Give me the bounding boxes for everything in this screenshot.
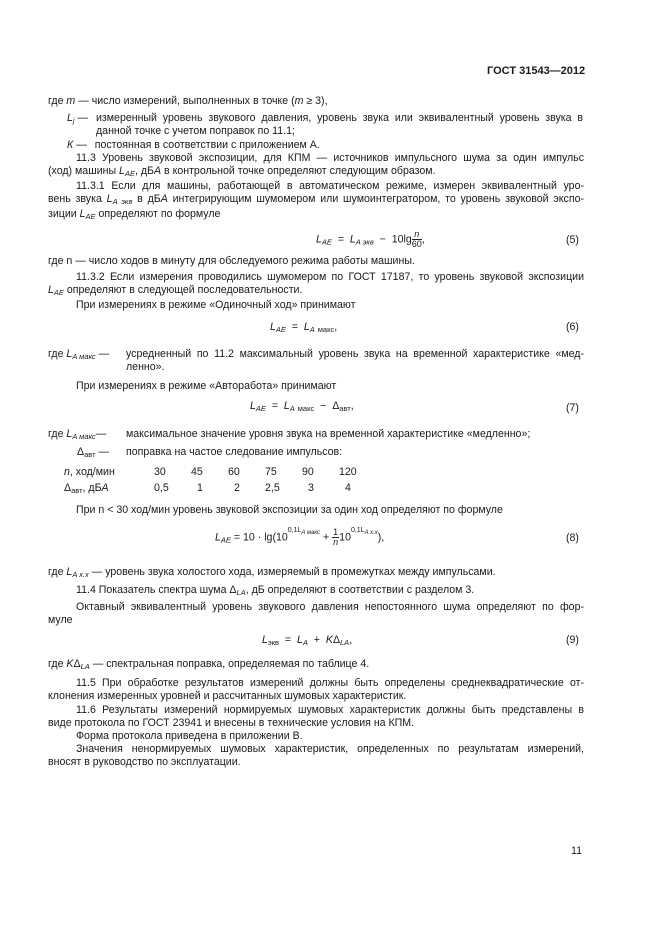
paragraph-line: $L_{AE}$ определяют в следующей последовательности. [48, 284, 303, 297]
section-11-3 [48, 152, 584, 180]
correction-table [64, 464, 357, 496]
symbol-k: К [67, 139, 74, 151]
page-number: 11 [571, 845, 582, 857]
lj-symbol [67, 112, 88, 125]
definition-line: измеренный уровень звукового давления, уровень звука или эквивалентный уровень звука в [96, 112, 583, 124]
where-word: где [48, 95, 64, 107]
where-lamax: где $L_{A макс}$ — [48, 348, 110, 361]
table-cell: 1 [197, 482, 203, 494]
paragraph-line: Значения ненормируемых шумовых характеристик, определенных по результатам измерений, [76, 743, 584, 755]
where-m [48, 95, 328, 107]
where-kdelta: где $K\Delta_{LA}$ — спектральная поправка, определяемая по таблице 4. [48, 658, 370, 671]
equation-number: (5) [566, 234, 579, 246]
dash: — [76, 139, 87, 151]
equation-number: (9) [566, 634, 579, 646]
delta-avt-symbol: $\Delta_{авт}$ — [77, 446, 110, 459]
paragraph-line: вносят в руководство по эксплуатации. [48, 756, 241, 768]
document-code: ГОСТ 31543—2012 [487, 65, 586, 77]
dash: — [78, 95, 89, 107]
lamax-definition-2: максимальное значение уровня звука на временной характеристике «медленно»; [126, 428, 531, 440]
where-lamax-2: где $L_{A макс}—$ [48, 428, 107, 441]
section-11-4 [48, 584, 584, 627]
section-11-3-1 [48, 180, 584, 223]
table-cell: 4 [345, 482, 351, 494]
table-row-label: $\Delta_{авт}$, дБА [64, 481, 109, 495]
definition-line: данной точке с учетом поправок по 11.1; [96, 125, 295, 137]
lamax-definition [126, 348, 584, 374]
table-cell: 0,5 [154, 482, 169, 494]
condition-text: ≥ 3), [303, 95, 328, 107]
paragraph-line: 11.3.2 Если измерения проводились шумомером по ГОСТ 17187, то уровень звуковой экспозиции [76, 271, 584, 283]
paragraph-line: При измерениях в режиме «Одиночный ход» принимают [76, 299, 356, 311]
equation-8: $L_{AE} = 10 \cdot \lg(10^{0,1L_{A макс}}$ + $\frac{1}{n}$ $10^{0,1L_{A х.х}}$), [215, 526, 385, 547]
table-row-label: n, ход/мин [64, 466, 115, 478]
table-cell: 2,5 [265, 482, 280, 494]
subscript: j [72, 116, 75, 125]
table-cell: 90 [302, 466, 314, 478]
paragraph-line: 11.5 При обработке результатов измерений должны быть определены среднеквадратические от- [76, 677, 584, 689]
symbol-l: L [67, 112, 73, 124]
n-less-30-text: При n < 30 ход/мин уровень звуковой экспозиции за один ход определяют по формуле [76, 504, 503, 516]
table-cell: 3 [308, 482, 314, 494]
paragraph-line: Форма протокола приведена в приложении В. [76, 730, 303, 742]
equation-number: (8) [566, 532, 579, 544]
dash: — [77, 112, 89, 124]
paragraph-line: 11.3 Уровень звуковой экспозиции, для КПМ — источников импульсного шума за один импульс [76, 152, 584, 164]
paragraph-line: (ход) машины $L_{AE}$, дБА в контрольной точке определяют следующим образом. [48, 165, 436, 178]
equation-9: $L_{экв} = L_A + K\Delta_{LA}$, [262, 634, 353, 647]
delta-avt-definition: поправка на частое следование импульсов: [126, 446, 343, 458]
paragraph-line: клонения измеренных уровней и рассчитанных шумовых характеристик. [48, 690, 407, 702]
equation-5: $L_{AE} = L_{A экв} - 10\lg$ $\frac{n}{60}$ , [316, 229, 425, 249]
equation-number: (6) [566, 321, 579, 333]
symbol-m: m [66, 95, 76, 107]
where-lax: где $L_{A х.х}$ — уровень звука холостого хода, измеряемый в промежутках между импульсами. [48, 566, 496, 579]
paragraph-line: виде протокола по ГОСТ 23941 и внесены в технические условия на КПМ. [48, 717, 415, 729]
equation-6: $L_{AE} = L_A$ $_{макс}$, [270, 321, 338, 334]
table-row [64, 464, 357, 480]
paragraph-line: Октавный эквивалентный уровень звукового давления непостоянного шума определяют по фор- [76, 601, 584, 613]
table-cell: 120 [339, 466, 357, 478]
auto-mode-text: При измерениях в режиме «Авторабота» принимают [76, 380, 337, 392]
section-11-6 [48, 704, 584, 769]
table-row [64, 480, 357, 496]
table-cell: 75 [265, 466, 277, 478]
paragraph-line: вень звука $L_{A экв}$ в дБА интегрирующим шумомером или шумоинтегратором, то уровень звуковой экспо- [48, 193, 584, 206]
paragraph-line: 11.6 Результаты измерений нормируемых шумовых характеристик должны быть представлены в [76, 704, 584, 716]
table-cell: 30 [154, 466, 166, 478]
table-cell: 2 [234, 482, 240, 494]
lj-definition [96, 112, 583, 138]
symbol-m: m [294, 95, 304, 107]
equation-7: $L_{AE} = L_A$ $_{макс} - \Delta_{авт}$, [250, 400, 354, 413]
paragraph-line: зиции $L_{AE}$ определяют по формуле [48, 208, 221, 221]
table-cell: 60 [228, 466, 240, 478]
definition-line: усредненный по 11.2 максимальный уровень звука на временной характеристике «мед- [126, 348, 584, 360]
table-cell: 45 [191, 466, 203, 478]
definition-text: постоянная в соответствии с приложением А. [94, 139, 320, 151]
paragraph-line: 11.3.1 Если для машины, работающей в автоматическом режиме, измерен эквивалентный уро- [76, 180, 584, 192]
section-11-3-2 [48, 271, 584, 312]
equation-number: (7) [566, 402, 579, 414]
definition-line: ленно». [126, 361, 165, 373]
paragraph-line: 11.4 Показатель спектра шума $\Delta_{LA}$, дБ определяют в соответствии с разделом 3. [76, 584, 475, 597]
where-n: где n — число ходов в минуту для обследуемого режима работы машины. [48, 255, 415, 267]
definition-text: число измерений, выполненных в точке ( [91, 95, 295, 107]
paragraph-line: муле [48, 614, 73, 626]
section-11-5 [48, 677, 584, 703]
where-k [67, 139, 320, 151]
